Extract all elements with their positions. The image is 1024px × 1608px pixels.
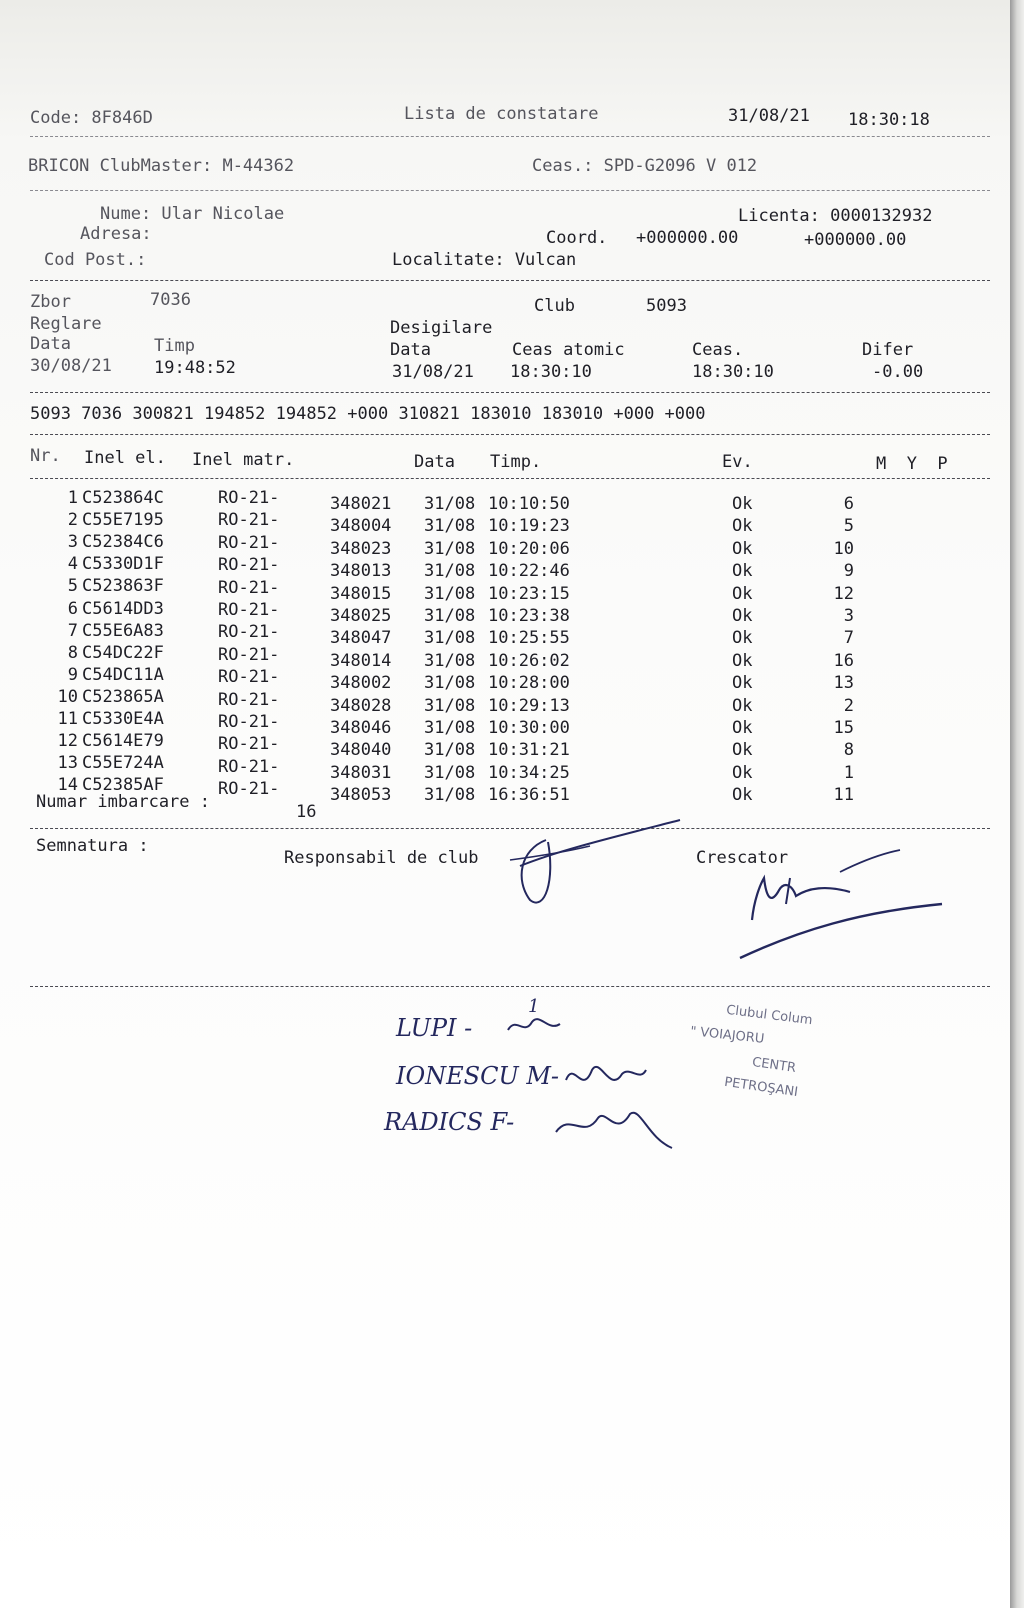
divider [30,136,990,137]
divider [30,434,990,435]
position-m: 13 [833,673,854,694]
col-header-nr: Nr. [30,446,61,466]
ring-prefix: RO-21- [218,756,280,777]
unsealing-label: Desigilare [390,318,493,338]
setting-date: 30/08/21 [30,356,112,376]
row-number: 10 [57,686,78,707]
arrival-date: 31/08 [424,538,476,559]
arrival-date: 31/08 [424,516,476,537]
arrival-time: 10:28:00 [488,673,570,694]
event-status: Ok [732,561,753,582]
arrival-time: 10:34:25 [488,762,570,783]
divider [30,828,990,829]
col-header-ev: Ev. [722,452,753,472]
coord-x: +000000.00 [636,228,739,248]
setting-time: 19:48:52 [154,358,236,378]
position-m: 8 [843,740,854,761]
postal-code-label: Cod Post.: [44,250,147,270]
ring-number: 348028 [330,695,392,716]
ring-number: 348002 [330,673,392,694]
row-number: 9 [67,664,78,685]
row-number: 2 [67,510,78,531]
setting-label: Reglare [30,314,102,334]
arrival-date: 31/08 [424,628,476,649]
event-status: Ok [732,494,753,514]
ring-number: 348014 [330,650,392,671]
coord-label: Coord. [546,228,608,248]
paper-edge-shadow [1010,0,1024,1608]
electronic-ring: C54DC22F [82,642,164,663]
arrival-date: 31/08 [424,740,476,761]
col-header-inel-el: Inel el. [84,448,166,468]
unsealing-date-label: Data [390,340,431,360]
electronic-ring: C5614DD3 [82,598,164,619]
arrival-time: 10:26:02 [488,650,570,671]
divider [30,986,990,987]
atomic-clock-label: Ceas atomic [512,340,625,360]
clock-id: Ceas.: SPD-G2096 V 012 [532,156,758,176]
ring-number: 348046 [330,718,392,738]
divider [30,280,990,281]
electronic-ring: C55E724A [82,753,164,774]
ring-number: 348004 [330,516,392,537]
signature-label: Semnatura : [36,836,149,856]
document-title: Lista de constatare [404,104,599,124]
flight-number: 7036 [150,290,191,310]
arrival-time: 10:22:46 [488,561,570,582]
position-m: 7 [843,628,854,649]
stamp-line-2: " VOIAJORU [689,1024,765,1047]
electronic-ring: C55E7195 [82,510,164,531]
arrival-time: 10:23:38 [488,606,570,626]
flight-label: Zbor [30,292,71,312]
position-m: 6 [843,494,854,514]
boarding-count-label: Numar imbarcare : [36,792,210,812]
unsealing-date: 31/08/21 [392,362,474,382]
electronic-ring: C523864C [82,488,164,508]
ring-prefix: RO-21- [218,644,280,665]
handwritten-line-1: LUPI - [396,1014,480,1042]
ring-number: 348053 [330,785,392,806]
electronic-ring: C55E6A83 [82,620,164,641]
event-status: Ok [732,785,753,806]
ring-prefix: RO-21- [218,667,280,688]
stamp-line-3: CENTR [751,1055,797,1076]
ring-prefix: RO-21- [218,779,280,800]
col-header-myp: M Y P [876,454,948,474]
arrival-date: 31/08 [424,583,476,604]
event-status: Ok [732,650,753,671]
difference-label: Difer [862,340,914,360]
ring-prefix: RO-21- [218,555,280,576]
ring-number: 348015 [330,583,392,604]
locality: Localitate: Vulcan [392,250,577,270]
position-m: 2 [843,695,854,716]
handwritten-line-3: RADICS F- [384,1108,515,1136]
ring-number: 348021 [330,494,392,514]
ring-prefix: RO-21- [218,532,280,553]
electronic-ring: C52385AF [82,775,164,796]
arrival-date: 31/08 [424,650,476,671]
setting-date-label: Data [30,334,71,354]
col-header-data: Data [414,452,455,472]
electronic-ring: C52384C6 [82,532,164,553]
event-status: Ok [732,673,753,694]
stamp-line-1: Clubul Colum [725,1002,814,1029]
divider [30,392,990,393]
ring-number: 348040 [330,740,392,761]
col-header-inel-matr: Inel matr. [192,450,295,470]
row-number: 4 [67,554,78,575]
arrival-date: 31/08 [424,494,476,514]
header-time: 18:30:18 [848,110,930,130]
ring-prefix: RO-21- [218,600,280,620]
header-date: 31/08/21 [728,106,810,126]
row-number: 7 [67,620,78,641]
unsealing-atomic-time: 18:30:10 [510,362,592,382]
position-m: 11 [833,785,854,806]
event-status: Ok [732,628,753,649]
arrival-date: 31/08 [424,606,476,626]
row-number: 5 [67,576,78,597]
ring-number: 348031 [330,762,392,783]
ring-prefix: RO-21- [218,488,280,508]
arrival-date: 31/08 [424,785,476,806]
handwritten-line-2: IONESCU M- [396,1062,560,1090]
event-status: Ok [732,606,753,626]
position-m: 9 [843,561,854,582]
electronic-ring: C5614E79 [82,731,164,752]
position-m: 15 [833,718,854,738]
electronic-ring: C523865A [82,686,164,707]
position-m: 5 [843,516,854,537]
arrival-time: 10:30:00 [488,718,570,738]
handwritten-number: 1 [528,996,540,1017]
row-number: 13 [57,753,78,774]
arrival-date: 31/08 [424,673,476,694]
arrival-date: 31/08 [424,695,476,716]
arrival-time: 16:36:51 [488,785,570,806]
event-status: Ok [732,762,753,783]
ring-number: 348025 [330,606,392,626]
ring-prefix: RO-21- [218,622,280,643]
arrival-time: 10:10:50 [488,494,570,514]
row-number: 1 [67,488,78,508]
license: Licenta: 0000132932 [738,206,933,226]
arrival-time: 10:29:13 [488,695,570,716]
row-number: 14 [57,775,78,796]
event-status: Ok [732,695,753,716]
ring-prefix: RO-21- [218,712,280,732]
code-label: Code: 8F846D [30,108,153,128]
club-responsible-label: Responsabil de club [284,848,479,868]
address-label: Adresa: [80,224,152,244]
ring-number: 348013 [330,561,392,582]
row-number: 8 [67,642,78,663]
setting-time-label: Timp [154,336,195,356]
difference-value: -0.00 [872,362,924,382]
owner-name: Nume: Ular Nicolae [100,204,285,224]
divider [30,190,990,191]
ring-prefix: RO-21- [218,689,280,710]
divider [30,478,990,479]
ring-prefix: RO-21- [218,734,280,755]
arrival-time: 10:20:06 [488,538,570,559]
position-m: 1 [843,762,854,783]
electronic-ring: C5330E4A [82,709,164,729]
arrival-time: 10:25:55 [488,628,570,649]
col-header-timp: Timp. [490,452,542,472]
breeder-label: Crescator [696,848,789,868]
arrival-time: 10:31:21 [488,740,570,761]
boarding-count-value: 16 [296,802,317,822]
position-m: 16 [833,650,854,671]
ring-number: 348047 [330,628,392,649]
event-status: Ok [732,583,753,604]
clock-label: Ceas. [692,340,744,360]
event-status: Ok [732,740,753,761]
arrival-date: 31/08 [424,561,476,582]
event-status: Ok [732,718,753,738]
row-number: 3 [67,532,78,553]
ring-prefix: RO-21- [218,510,280,531]
clubmaster-id: BRICON ClubMaster: M-44362 [28,156,295,176]
position-m: 12 [833,583,854,604]
arrival-date: 31/08 [424,762,476,783]
club-label: Club [534,296,575,316]
electronic-ring: C54DC11A [82,664,164,685]
arrival-time: 10:19:23 [488,516,570,537]
electronic-ring: C5330D1F [82,554,164,575]
ring-number: 348023 [330,538,392,559]
electronic-ring: C523863F [82,576,164,597]
arrival-date: 31/08 [424,718,476,738]
ring-prefix: RO-21- [218,577,280,598]
row-number: 11 [57,709,78,729]
stamp-line-4: PETROŞANI [723,1074,799,1101]
encoded-summary-line: 5093 7036 300821 194852 194852 +000 310821 183010 183010 +000 +000 [30,404,706,424]
row-number: 12 [57,731,78,752]
row-number: 6 [67,598,78,619]
position-m: 3 [843,606,854,626]
event-status: Ok [732,516,753,537]
club-number: 5093 [646,296,687,316]
event-status: Ok [732,538,753,559]
arrival-time: 10:23:15 [488,583,570,604]
position-m: 10 [833,538,854,559]
unsealing-clock-time: 18:30:10 [692,362,774,382]
coord-y: +000000.00 [804,230,907,250]
